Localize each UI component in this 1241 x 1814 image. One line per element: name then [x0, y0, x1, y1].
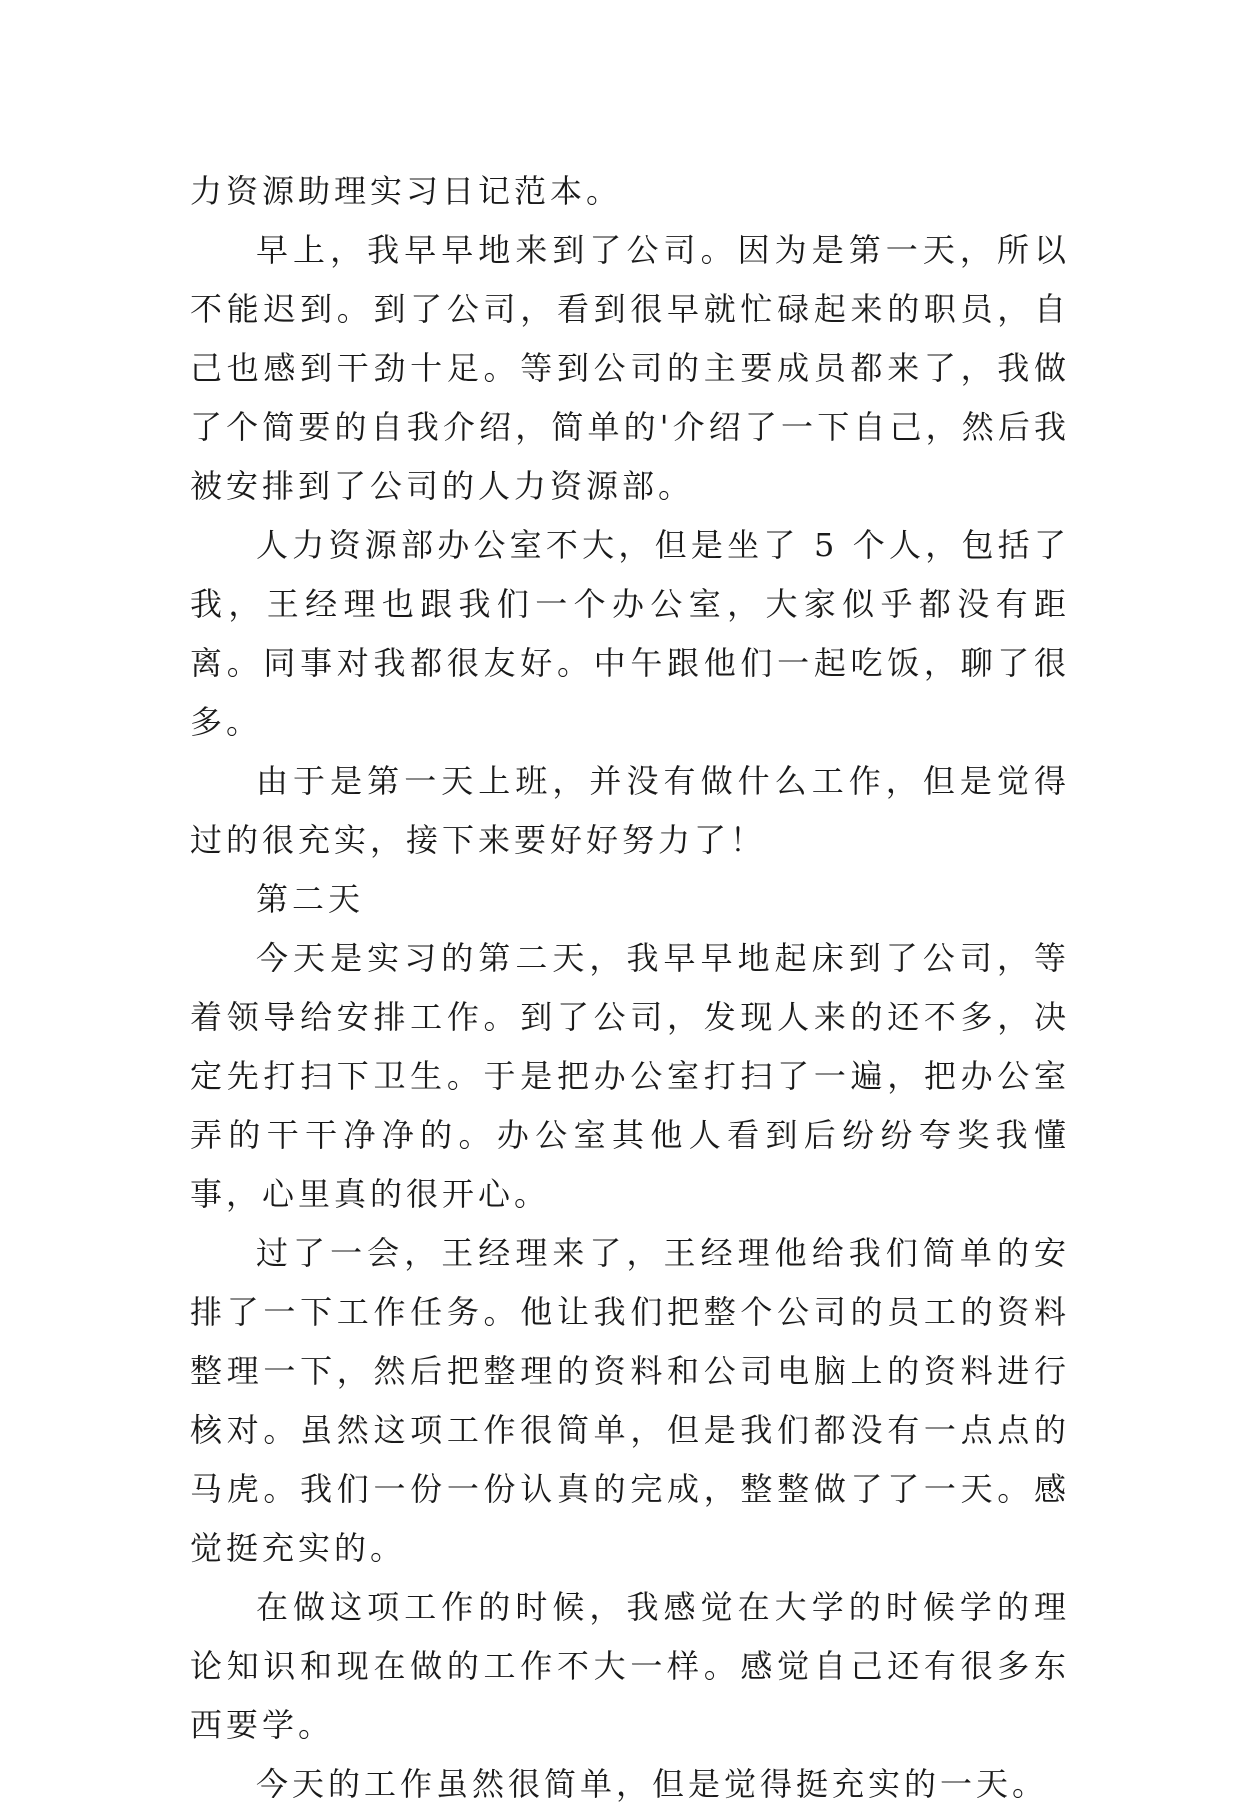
paragraph-reflection: 在做这项工作的时候，我感觉在大学的时候学的理论知识和现在做的工作不大一样。感觉自己还有很多东西要学。	[190, 1588, 1070, 1744]
section-heading-day-two: 第二天	[256, 880, 365, 918]
paragraph-continuation: 力资源助理实习日记范本。	[190, 172, 623, 210]
paragraph-first-day-morning: 早上，我早早地来到了公司。因为是第一天，所以不能迟到。到了公司，看到很早就忙碌起来的职员，自己也感到干劲十足。等到公司的主要成员都来了，我做了个简要的自我介绍，简单的'介绍了一下自己，然后我被安排到了公司的人力资源部。	[190, 231, 1070, 505]
paragraph-first-day-summary: 由于是第一天上班，并没有做什么工作，但是觉得过的很充实，接下来要好好努力了！	[190, 762, 1070, 859]
paragraph-day-two-task: 过了一会，王经理来了，王经理他给我们简单的安排了一下工作任务。他让我们把整个公司的员工的资料整理一下，然后把整理的资料和公司电脑上的资料进行核对。虽然这项工作很简单，但是我们都没有一点点的马虎。我们一份一份认真的完成，整整做了了一天。感觉挺充实的。	[190, 1234, 1070, 1567]
document-body	[190, 162, 1070, 1814]
paragraph-hr-office: 人力资源部办公室不大，但是坐了 5 个人，包括了我，王经理也跟我们一个办公室，大家似乎都没有距离。同事对我都很友好。中午跟他们一起吃饭，聊了很多。	[190, 526, 1070, 741]
paragraph-day-two-summary: 今天的工作虽然很简单，但是觉得挺充实的一天。	[256, 1765, 1049, 1803]
paragraph-day-two-morning: 今天是实习的第二天，我早早地起床到了公司，等着领导给安排工作。到了公司，发现人来的还不多，决定先打扫下卫生。于是把办公室打扫了一遍，把办公室弄的干干净净的。办公室其他人看到后纷纷夸奖我懂事，心里真的很开心。	[190, 939, 1070, 1213]
